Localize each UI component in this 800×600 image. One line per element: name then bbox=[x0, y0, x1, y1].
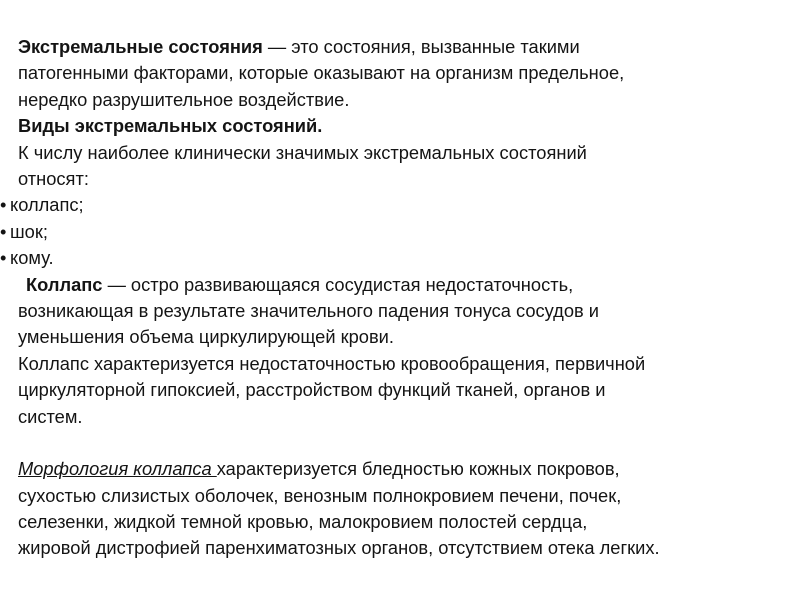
characteristics-line-2: циркуляторной гипоксией, расстройством функций тканей, органов и bbox=[18, 379, 606, 401]
list-item-text: коллапс; bbox=[10, 194, 84, 216]
collapse-term: Коллапс bbox=[26, 273, 103, 295]
paragraph-spacer bbox=[0, 430, 788, 456]
collapse-line-2: возникающая в результате значительного падения тонуса сосудов и bbox=[18, 300, 600, 322]
intro-line-1: К числу наиболее клинически значимых экстремальных состояний bbox=[18, 141, 587, 163]
morphology-paragraph bbox=[0, 456, 788, 562]
bullet-marker: • bbox=[0, 220, 7, 242]
list-item bbox=[0, 245, 788, 271]
intro-paragraph bbox=[0, 140, 788, 193]
morphology-line-3: селезенки, жидкой темной кровью, малокровием полостей сердца, bbox=[18, 510, 588, 532]
collapse-line-1 bbox=[0, 272, 788, 298]
list-item-text: кому. bbox=[10, 247, 54, 269]
bullet-list bbox=[0, 192, 788, 271]
collapse-paragraph bbox=[0, 272, 788, 351]
definition-line-2: патогенными факторами, которые оказывают на организм предельное, bbox=[18, 62, 625, 84]
definition-paragraph bbox=[0, 34, 788, 113]
characteristics-paragraph bbox=[0, 351, 788, 430]
characteristics-line-3: систем. bbox=[18, 405, 83, 427]
collapse-line-3: уменьшения объема циркулирующей крови. bbox=[18, 326, 394, 348]
bullet-marker: • bbox=[0, 247, 7, 269]
morphology-line-2: сухостью слизистых оболочек, венозным полнокровием печени, почек, bbox=[18, 484, 622, 506]
definition-text-1: — это состояния, вызванные такими bbox=[262, 36, 580, 57]
types-heading bbox=[0, 113, 788, 139]
list-item-text: шок; bbox=[10, 220, 48, 242]
list-item bbox=[0, 219, 788, 245]
bullet-marker: • bbox=[0, 194, 7, 216]
morphology-text-1: характеризуется бледностью кожных покровов, bbox=[216, 458, 620, 480]
definition-term: Экстремальные состояния bbox=[18, 36, 263, 57]
intro-line-2: относят: bbox=[18, 168, 89, 190]
characteristics-line-1: Коллапс характеризуется недостаточностью кровообращения, первичной bbox=[18, 352, 646, 374]
list-item bbox=[0, 192, 788, 218]
definition-line-3: нередко разрушительное воздействие. bbox=[18, 88, 350, 110]
collapse-text-1: — остро развивающаяся сосудистая недостаточность, bbox=[102, 273, 574, 295]
types-heading-text: Виды экстремальных состояний. bbox=[18, 115, 323, 137]
morphology-line-1 bbox=[0, 456, 788, 482]
morphology-line-4: жировой дистрофией паренхиматозных органов, отсутствием отека легких. bbox=[18, 537, 660, 559]
definition-line-1 bbox=[0, 34, 788, 60]
morphology-term: Морфология коллапса bbox=[18, 458, 217, 480]
